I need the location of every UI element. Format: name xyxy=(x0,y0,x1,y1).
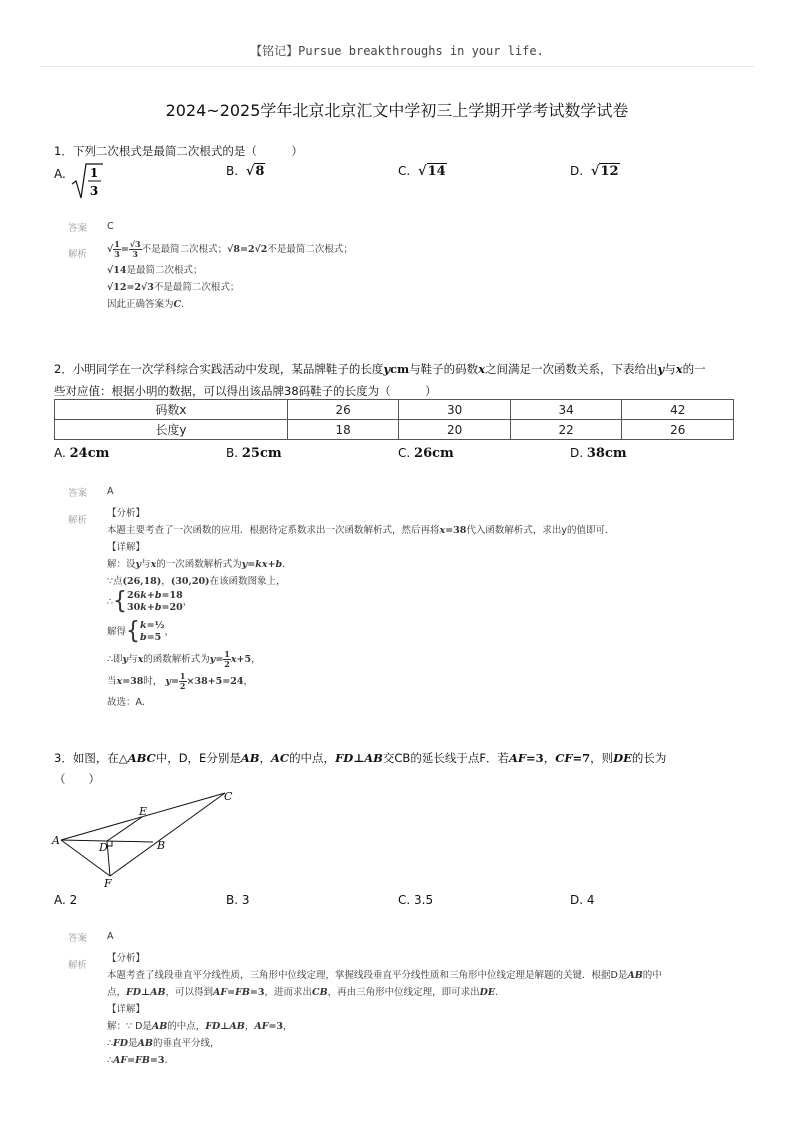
point-e-label: E xyxy=(139,805,148,818)
table-cell: 码数x xyxy=(55,400,288,420)
q3-answer-label: 答案 xyxy=(68,933,88,944)
q2-data-table xyxy=(54,399,734,440)
point-a-label: A xyxy=(52,834,60,847)
point-d-label: D xyxy=(99,841,108,854)
q3-option-a[interactable]: A. 2 xyxy=(54,893,78,907)
q1-option-b-label: B. xyxy=(226,164,239,178)
q1-option-d-label: D. xyxy=(570,164,584,178)
q2-option-a[interactable]: A. 24cm xyxy=(54,446,110,461)
q3-analysis-label: 解析 xyxy=(68,960,88,971)
table-row xyxy=(55,400,734,420)
q3-option-c[interactable]: C. 3.5 xyxy=(398,893,434,907)
q3-option-b[interactable]: B. 3 xyxy=(226,893,250,907)
q1-option-d-value: 12 xyxy=(600,164,619,179)
q2-solution: 【分析】 本题主要考查了一次函数的应用．根据待定系数求出一次函数解析式，然后再将x=38代入函数解析式，求出y的值即可． 【详解】 解：设y与x的一次函数解析式为y=kx+b. ∵点(26,18)，(30,20)在该函数图象上， ∴{26k+b=18 30k+b=20， 解得{k=½ b=5 ， ∴即y与x的函数解析式为y= $\frac{1}{2}$ x+5， 当x=38时， y= $\frac{1}{2}$ ×38+5=24， 故选：A． xyxy=(107,508,615,708)
q3-solution: 【分析】 本题考查了线段垂直平分线性质，三角形中位线定理，掌握线段垂直平分线性质和三角形中位线定理是解题的关键．根据D是AB的中 点，FD⊥AB，可以得到AF=FB=3，进而求出CB，再由三角形中位线定理，即可求出DE. 【详解】 解：∵ D是AB的中点，FD⊥AB，AF=3， ∴FD是AB的垂直平分线， ∴AF=FB=3. xyxy=(107,953,662,1066)
q2-answer-label: 答案 xyxy=(68,488,88,499)
point-c-label: C xyxy=(224,790,233,803)
q1-option-c[interactable]: C. √14 xyxy=(398,164,446,179)
q1-option-a[interactable] xyxy=(54,162,104,200)
q2-option-a-value: 24cm xyxy=(69,446,110,461)
q3-triangle-figure xyxy=(50,786,240,890)
q2-answer-value: A xyxy=(107,486,114,497)
q1-analysis-label: 解析 xyxy=(68,249,88,260)
point-f-label: F xyxy=(104,877,112,890)
q2-option-d-value: 38cm xyxy=(586,446,627,461)
q2-option-c-value: 26cm xyxy=(414,446,454,461)
q2-option-b-value: 25cm xyxy=(241,446,282,461)
table-cell: 26 xyxy=(287,400,399,420)
table-cell: 18 xyxy=(287,420,399,440)
q2-analysis-label: 解析 xyxy=(68,515,88,526)
q2-option-c[interactable]: C. 26cm xyxy=(398,446,454,461)
q1-option-a-label: A. xyxy=(54,167,66,181)
q2-option-d[interactable]: D. 38cm xyxy=(570,446,627,461)
q1-option-c-label: C. xyxy=(398,164,411,178)
header-divider xyxy=(40,66,754,67)
table-cell: 长度y xyxy=(55,420,288,440)
q2-stem: 2．小明同学在一次学科综合实践活动中发现，某品牌鞋子的长度ycm与鞋子的码数x之间满足一次函数关系，下表给出y与x的一 些对应值：根据小明的数据，可以得出该品牌38码鞋子的长度为（ ） xyxy=(54,362,706,398)
point-b-label: B xyxy=(157,839,166,852)
table-cell: 42 xyxy=(622,400,734,420)
q1-solution: √ $\frac{1}{3}$ = $\frac{√3}{3}$ 不是最简二次根式；√8=2√2不是最简二次根式； √14是最简二次根式； √12=2√3不是最简二次根式； 因此正确答案为C. xyxy=(107,239,353,310)
segment-de xyxy=(107,817,142,841)
q1-option-b[interactable]: B. √8 xyxy=(226,164,265,179)
q1-a-num: 1 xyxy=(89,166,98,180)
q1-answer-label: 答案 xyxy=(68,223,88,234)
q1-option-c-value: 14 xyxy=(427,164,446,179)
table-cell: 22 xyxy=(510,420,622,440)
table-row xyxy=(55,420,734,440)
q1-option-a-sqrt xyxy=(70,162,104,200)
q2-option-b[interactable]: B. 25cm xyxy=(226,446,282,461)
page-header: 【铭记】Pursue breakthroughs in your life. xyxy=(250,44,544,58)
q3-stem: 3．如图，在△ABC中，D，E分别是AB，AC的中点，FD⊥AB交CB的延长线于点F．若AF=3，CF=7，则DE的长为 （ ） xyxy=(54,751,667,786)
q1-answer-value: C xyxy=(107,221,114,232)
table-cell: 26 xyxy=(622,420,734,440)
q1-stem: 1．下列二次根式是最简二次根式的是（ ） xyxy=(54,144,303,158)
exam-title: 2024~2025学年北京北京汇文中学初三上学期开学考试数学试卷 xyxy=(165,101,629,120)
q1-option-b-value: 8 xyxy=(255,164,265,179)
table-cell: 34 xyxy=(510,400,622,420)
q1-a-den: 3 xyxy=(89,184,98,198)
segment-cf xyxy=(110,793,225,876)
q1-option-d[interactable]: D. √12 xyxy=(570,164,619,179)
q3-answer-value: A xyxy=(107,931,114,942)
table-cell: 30 xyxy=(399,400,511,420)
table-cell: 20 xyxy=(399,420,511,440)
q3-option-d[interactable]: D. 4 xyxy=(570,893,595,907)
